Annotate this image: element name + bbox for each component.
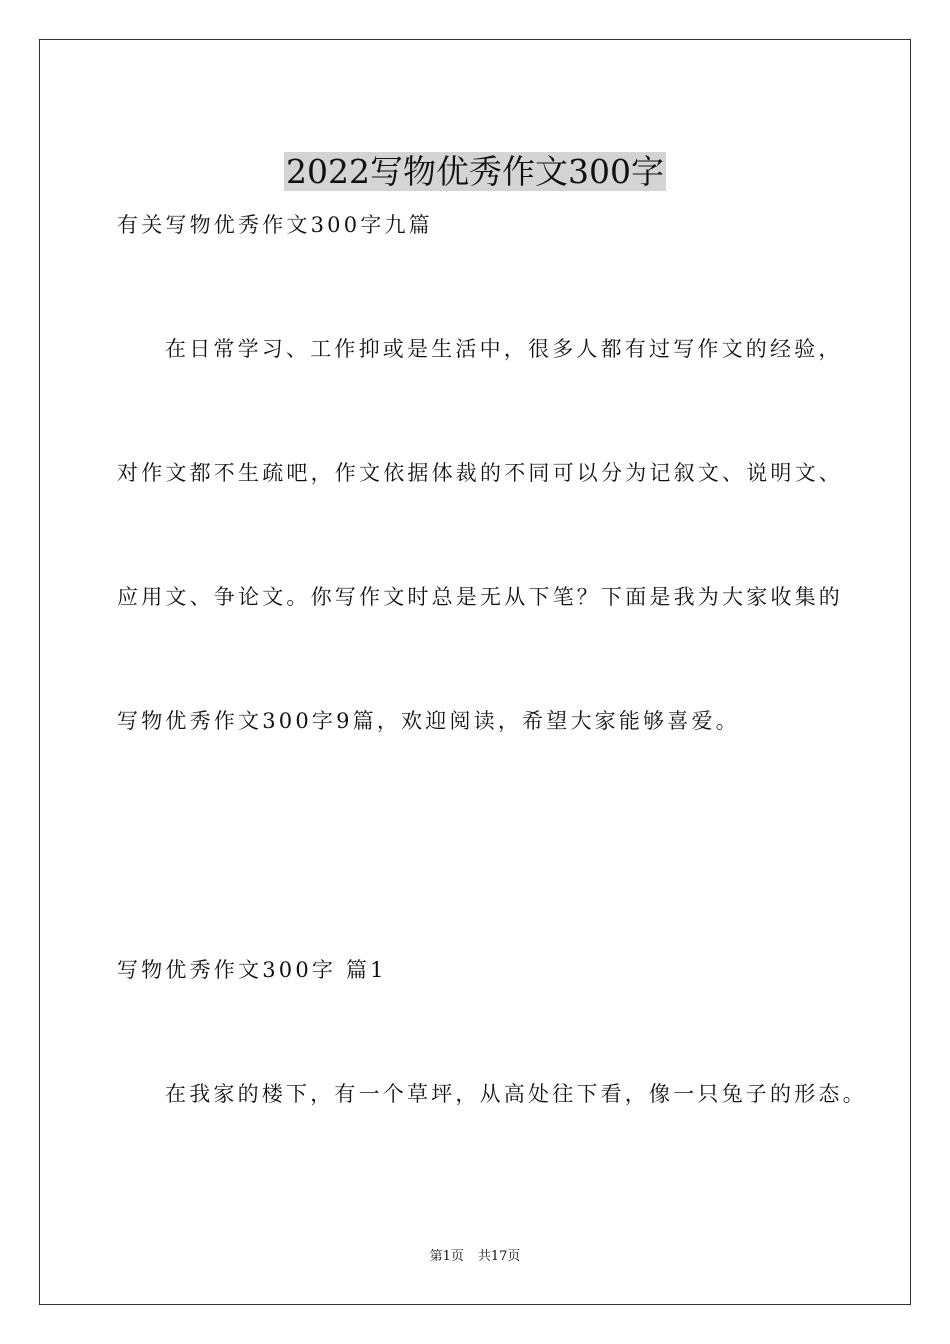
document-subtitle: 有关写物优秀作文300字九篇 xyxy=(117,213,433,237)
intro-line-1: 在日常学习、工作抑或是生活中，很多人都有过写作文的经验， xyxy=(165,337,843,361)
intro-line-3: 应用文、争论文。你写作文时总是无从下笔？下面是我为大家收集的 xyxy=(117,585,843,609)
document-title xyxy=(0,148,950,196)
section-first-line: 在我家的楼下，有一个草坪，从高处往下看，像一只兔子的形态。 xyxy=(165,1082,867,1106)
page-number: 第1页 xyxy=(429,1249,464,1264)
page-footer xyxy=(0,1248,950,1266)
intro-line-2: 对作文都不生疏吧，作文依据体裁的不同可以分为记叙文、说明文、 xyxy=(117,461,843,485)
document-title-text: 2022写物优秀作文300字 xyxy=(286,152,664,192)
page-total: 共17页 xyxy=(477,1249,521,1264)
section-heading: 写物优秀作文300字 篇1 xyxy=(117,958,387,982)
intro-line-4: 写物优秀作文300字9篇，欢迎阅读，希望大家能够喜爱。 xyxy=(117,709,740,733)
